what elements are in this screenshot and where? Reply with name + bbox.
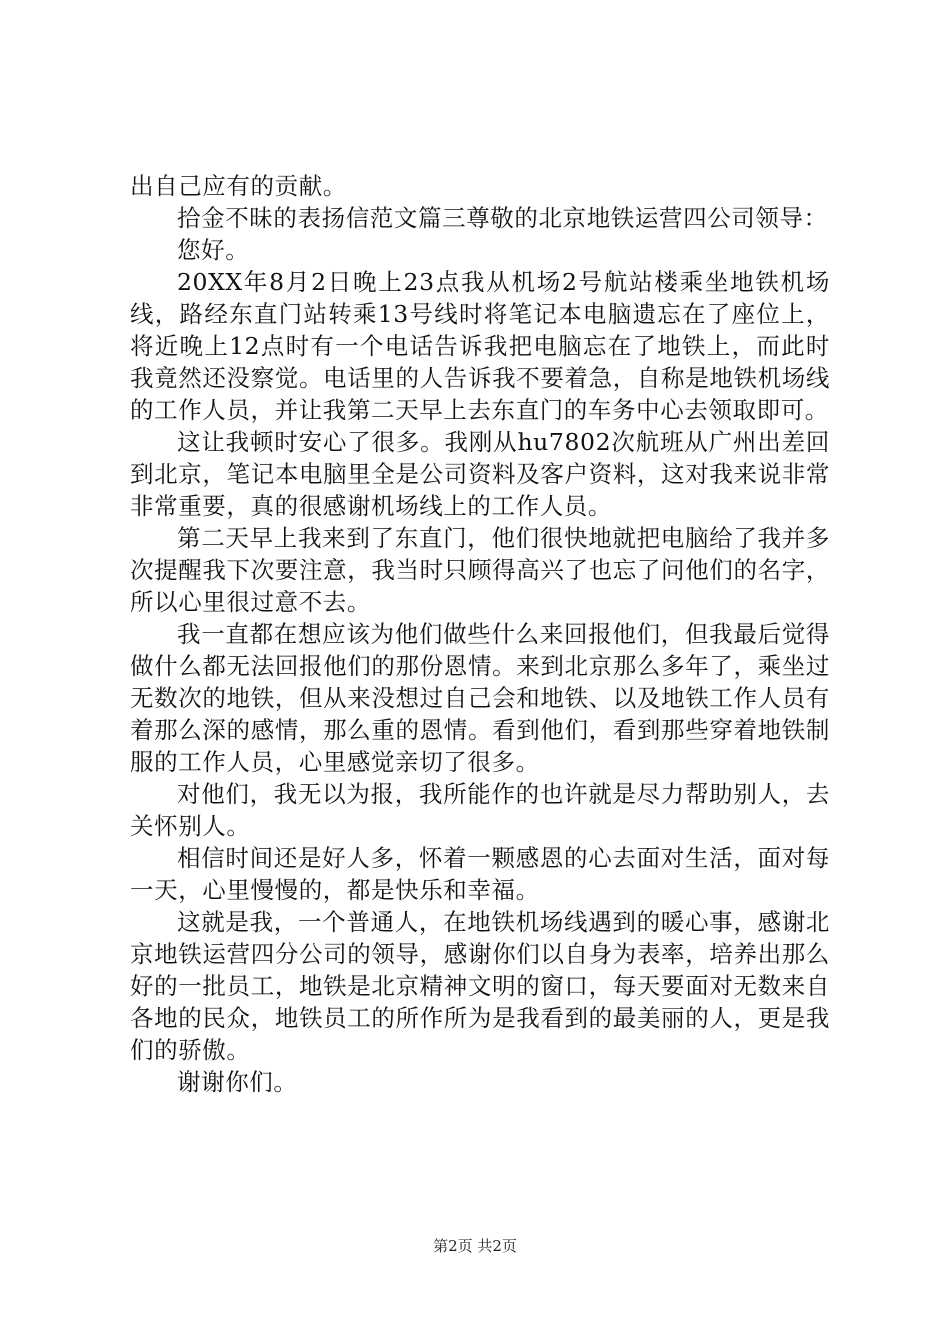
- document-body: [130, 170, 830, 1098]
- paragraph: 对他们，我无以为报，我所能作的也许就是尽力帮助别人，去关怀别人。: [130, 780, 830, 840]
- paragraph: 谢谢你们。: [177, 1068, 298, 1096]
- paragraph: 20XX年8月2日晚上23点我从机场2号航站楼乘坐地铁机场线，路经东直门站转乘13号线时将笔记本电脑遗忘在了座位上，将近晚上12点时有一个电话告诉我把电脑忘在了地铁上，而此时我竟然还没察觉。电话里的人告诉我不要着急，自称是地铁机场线的工作人员，并让我第二天早上去东直门的车务中心去领取即可。: [130, 268, 830, 424]
- paragraph: 第二天早上我来到了东直门，他们很快地就把电脑给了我并多次提醒我下次要注意，我当时只顾得高兴了也忘了问他们的名字，所以心里很过意不去。: [130, 524, 830, 616]
- page-footer: [0, 1236, 950, 1256]
- page-number-label: 第2页 共2页: [433, 1237, 517, 1255]
- paragraph: 这让我顿时安心了很多。我刚从hu7802次航班从广州出差回到北京，笔记本电脑里全是公司资料及客户资料，这对我来说非常非常重要，真的很感谢机场线上的工作人员。: [130, 428, 830, 520]
- paragraph: 拾金不昧的表扬信范文篇三尊敬的北京地铁运营四公司领导：: [177, 204, 828, 232]
- paragraph: 出自己应有的贡献。: [130, 172, 347, 200]
- paragraph: 相信时间还是好人多，怀着一颗感恩的心去面对生活，面对每一天，心里慢慢的，都是快乐和幸福。: [130, 844, 830, 904]
- paragraph: 我一直都在想应该为他们做些什么来回报他们，但我最后觉得做什么都无法回报他们的那份恩情。来到北京那么多年了，乘坐过无数次的地铁，但从来没想过自己会和地铁、以及地铁工作人员有着那么深的感情，那么重的恩情。看到他们，看到那些穿着地铁制服的工作人员，心里感觉亲切了很多。: [130, 620, 830, 776]
- paragraph: 这就是我，一个普通人，在地铁机场线遇到的暖心事，感谢北京地铁运营四分公司的领导，感谢你们以自身为表率，培养出那么好的一批员工，地铁是北京精神文明的窗口，每天要面对无数来自各地的民众，地铁员工的所作所为是我看到的最美丽的人，更是我们的骄傲。: [130, 908, 830, 1064]
- paragraph: 您好。: [177, 236, 250, 264]
